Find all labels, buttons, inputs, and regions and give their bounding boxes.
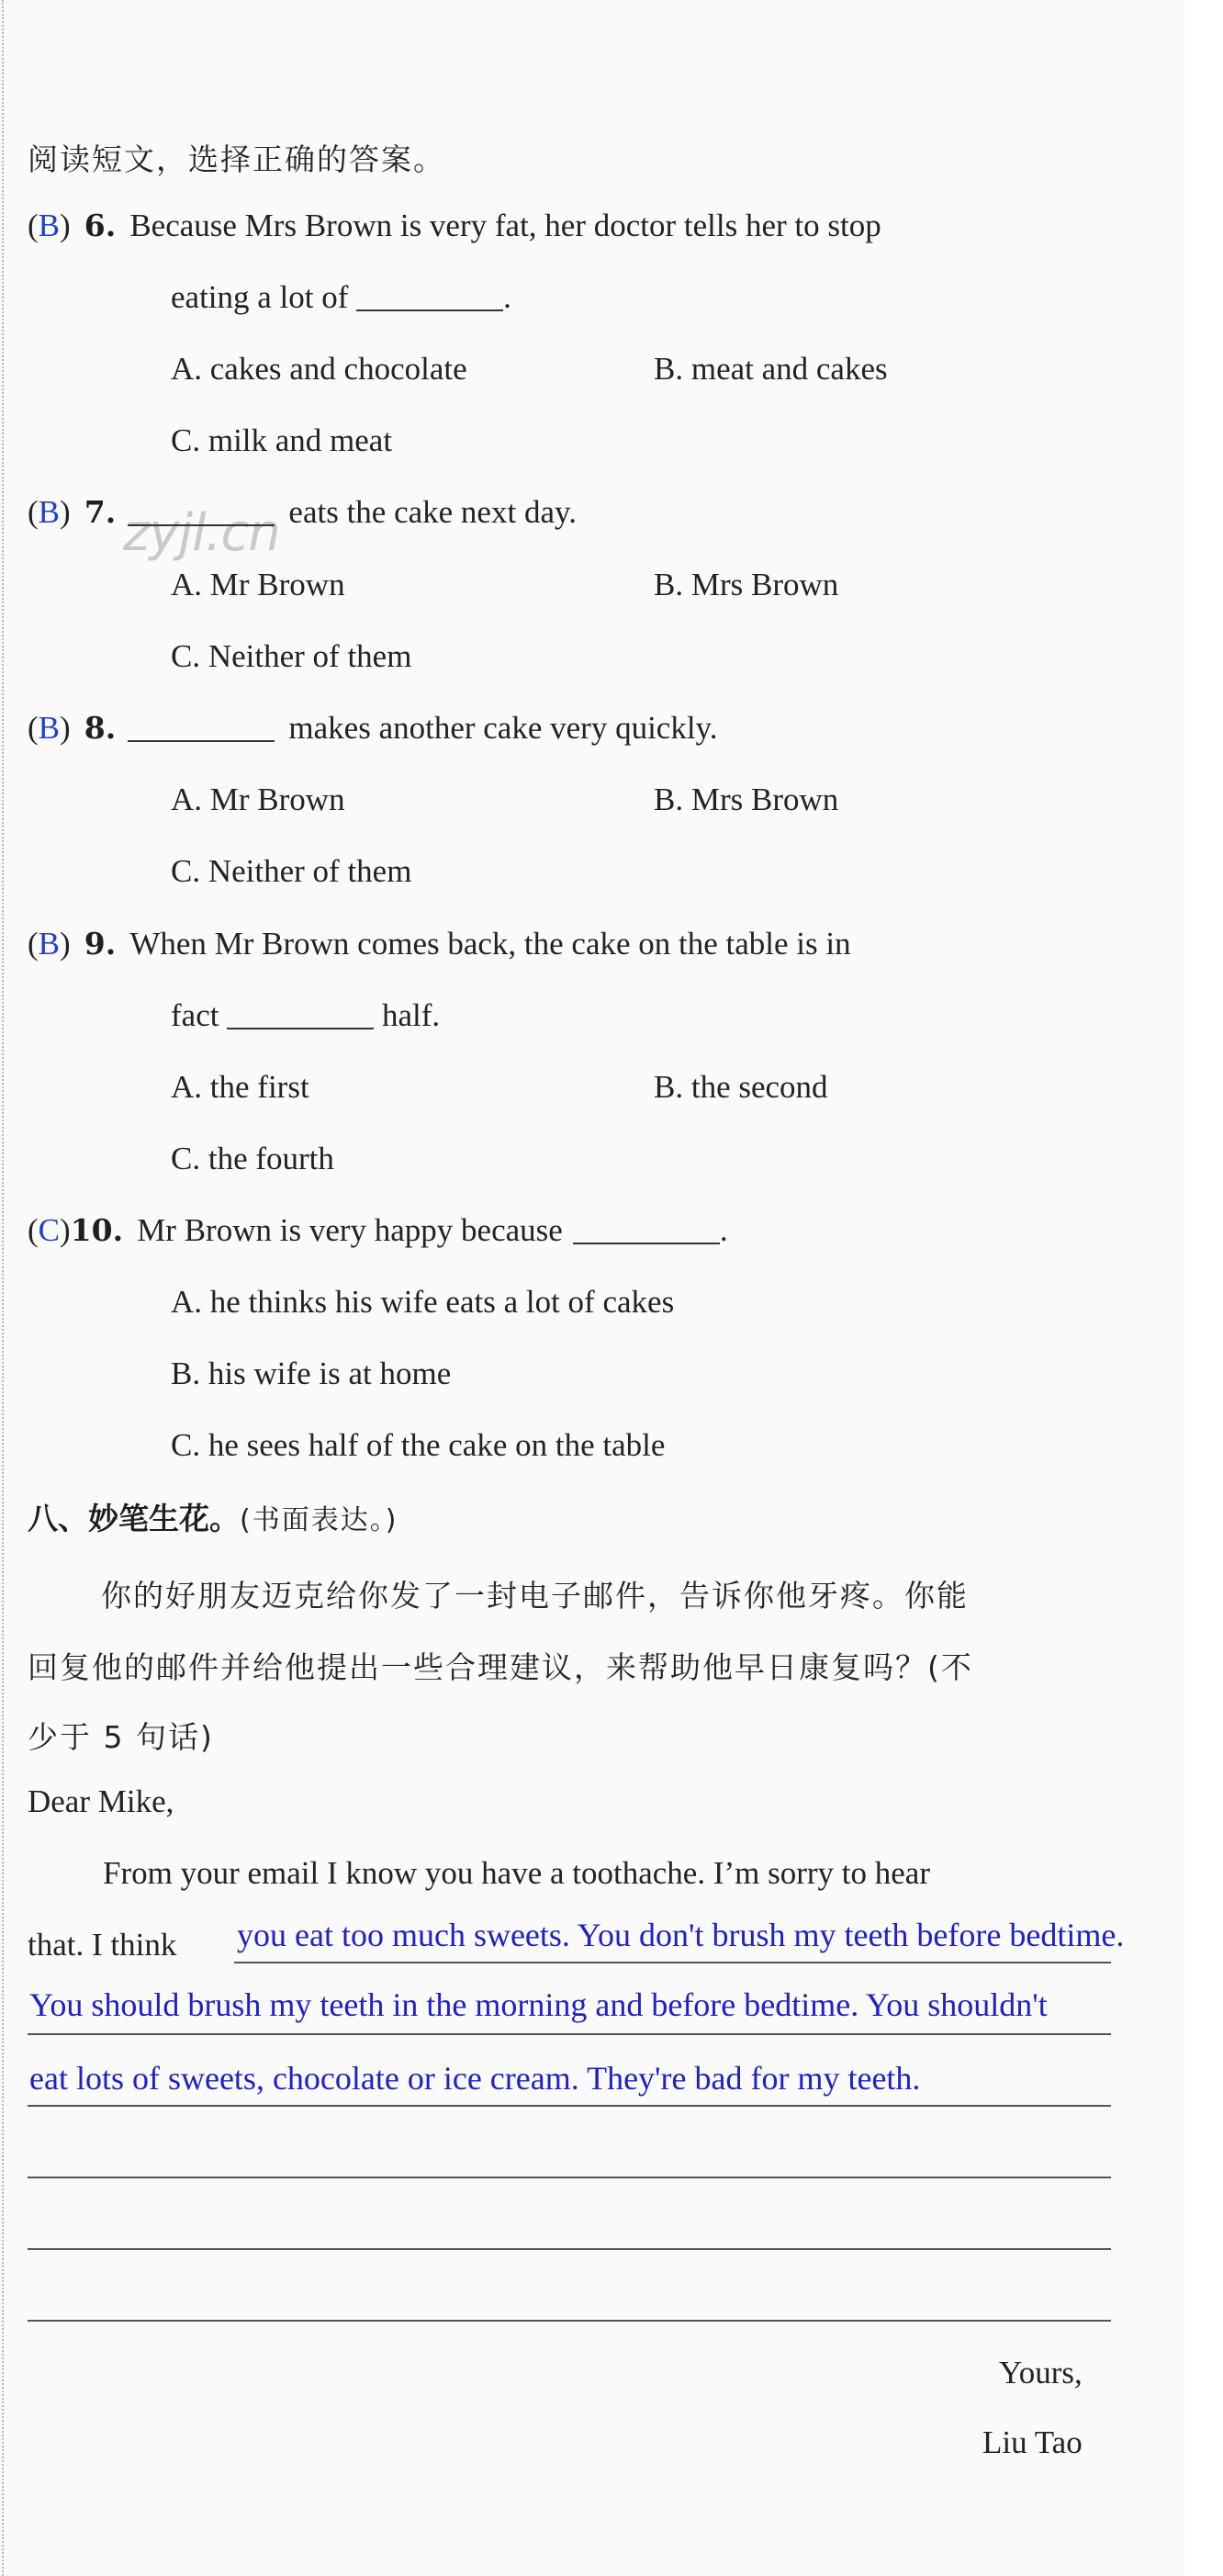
option: B. the second xyxy=(654,1069,828,1105)
writing-line xyxy=(28,2177,1111,2178)
answer-blank xyxy=(227,1000,374,1029)
prompt-line: 少于 5 句话) xyxy=(28,1719,214,1755)
option: A. he thinks his wife eats a lot of cakes xyxy=(171,1284,675,1320)
answer-blank xyxy=(573,1215,720,1244)
letter-signature: Liu Tao xyxy=(982,2424,1083,2460)
option: B. his wife is at home xyxy=(171,1355,452,1391)
perforation-edge xyxy=(2,0,4,2576)
prompt-line: 回复他的邮件并给他提出一些合理建议，来帮助他早日康复吗？(不 xyxy=(28,1649,973,1685)
writing-line xyxy=(28,2320,1111,2322)
question-number: 7. xyxy=(84,494,117,530)
question-6: (B) 6. Because Mrs Brown is very fat, her doctor tells her to stop xyxy=(28,208,881,243)
handwritten-answer: eat lots of sweets, chocolate or ice cream. They're bad for my teeth. xyxy=(29,2060,921,2097)
letter-line: From your email I know you have a toothache. I’m sorry to hear xyxy=(103,1855,930,1891)
question-number: 6. xyxy=(84,208,117,243)
option: C. the fourth xyxy=(171,1141,334,1176)
answer-blank xyxy=(356,282,503,311)
option: C. he sees half of the cake on the table xyxy=(171,1427,666,1463)
question-7: (B) 7. eats the cake next day. xyxy=(28,494,577,530)
writing-line xyxy=(28,2248,1111,2250)
watermark: zyjl.cn xyxy=(123,503,280,563)
question-9-line2: fact half. xyxy=(171,997,441,1033)
question-9: (B) 9. When Mr Brown comes back, the cake on the table is in xyxy=(28,926,851,962)
option: A. Mr Brown xyxy=(171,567,345,602)
option: A. the first xyxy=(171,1069,309,1105)
question-number: 9. xyxy=(84,926,117,962)
question-number: 10. xyxy=(70,1212,124,1248)
option: A. cakes and chocolate xyxy=(171,351,467,387)
section-8-heading: 八、妙笔生花。(书面表达。) xyxy=(28,1501,398,1536)
question-stem: Because Mrs Brown is very fat, her doctor tells her to stop xyxy=(129,208,881,243)
instruction-text: 阅读短文，选择正确的答案。 xyxy=(28,141,445,177)
option: C. Neither of them xyxy=(171,638,412,674)
answer-6: B xyxy=(38,208,61,243)
option: B. meat and cakes xyxy=(654,351,888,387)
question-stem: When Mr Brown comes back, the cake on the table is in xyxy=(129,926,851,962)
handwritten-answer: you eat too much sweets. You don't brush my teeth before bedtime. xyxy=(237,1917,1125,1953)
question-stem: eats the cake next day. xyxy=(288,494,577,530)
answer-8: B xyxy=(38,710,61,746)
option: B. Mrs Brown xyxy=(654,567,839,602)
prompt-line: 你的好朋友迈克给你发了一封电子邮件，告诉你他牙疼。你能 xyxy=(101,1578,969,1614)
handwritten-answer: You should brush my teeth in the morning and before bedtime. You shouldn't xyxy=(29,1986,1048,2023)
answer-blank xyxy=(128,497,275,526)
answer-blank xyxy=(128,713,275,742)
writing-line xyxy=(234,1962,1111,1963)
question-10: (C)10. Mr Brown is very happy because . xyxy=(28,1212,728,1248)
writing-line xyxy=(28,2105,1111,2107)
answer-9: B xyxy=(38,926,61,962)
letter-line: that. I think xyxy=(28,1927,177,1963)
option: B. Mrs Brown xyxy=(654,782,839,817)
answer-7: B xyxy=(38,494,61,530)
question-stem: Mr Brown is very happy because xyxy=(137,1212,563,1248)
letter-closing: Yours, xyxy=(999,2355,1083,2390)
option: C. milk and meat xyxy=(171,422,393,458)
writing-line xyxy=(28,2033,1111,2035)
answer-10: C xyxy=(38,1212,61,1248)
letter-greeting: Dear Mike, xyxy=(28,1783,174,1819)
option: C. Neither of them xyxy=(171,853,412,889)
question-number: 8. xyxy=(84,710,117,746)
question-8: (B) 8. makes another cake very quickly. xyxy=(28,710,718,746)
option: A. Mr Brown xyxy=(171,782,345,817)
question-stem: makes another cake very quickly. xyxy=(288,710,718,746)
question-6-line2: eating a lot of . xyxy=(171,279,511,315)
